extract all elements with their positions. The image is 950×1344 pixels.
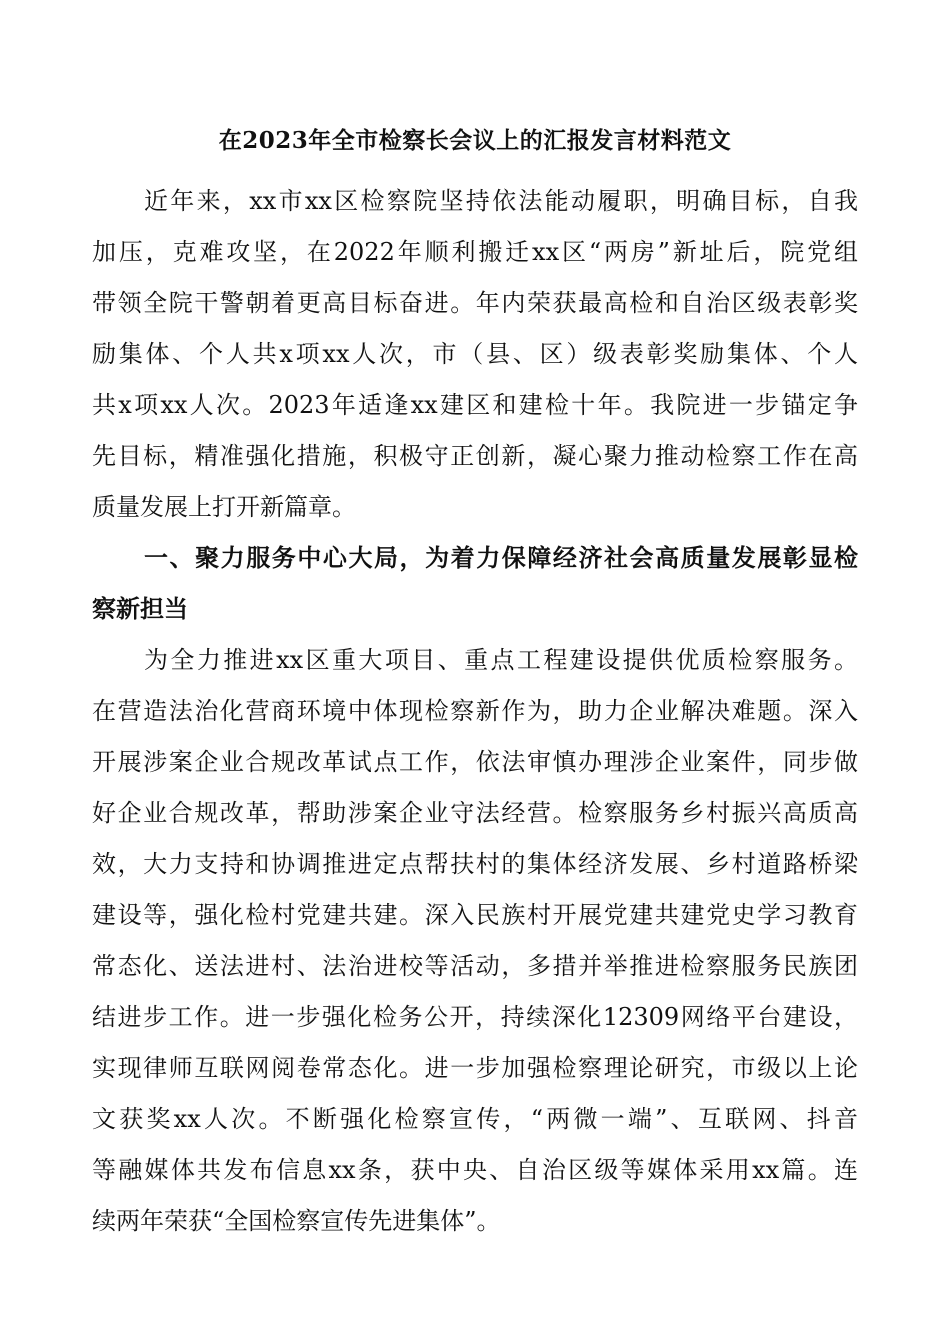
- paragraph-line: 效，大力支持和协调推进定点帮扶村的集体经济发展、乡村道路桥梁: [92, 850, 858, 878]
- paragraph-line: 等融媒体共发布信息xx条，获中央、自治区级等媒体采用xx篇。连: [92, 1156, 858, 1184]
- paragraph-line: 续两年荣获“全国检察宣传先进集体”。: [92, 1207, 501, 1235]
- section-heading-line: 察新担当: [92, 594, 188, 623]
- paragraph-line: 带领全院干警朝着更高目标奋进。年内荣获最高检和自治区级表彰奖: [92, 289, 858, 317]
- paragraph-line: 好企业合规改革，帮助涉案企业守法经营。检察服务乡村振兴高质高: [92, 799, 858, 827]
- paragraph-line: 加压，克难攻坚，在2022年顺利搬迁xx区“两房”新址后，院党组: [92, 238, 858, 266]
- paragraph-line: 在营造法治化营商环境中体现检察新作为，助力企业解决难题。深入: [92, 697, 858, 725]
- document-title: 在2023年全市检察长会议上的汇报发言材料范文: [218, 127, 732, 154]
- paragraph-line: 为全力推进xx区重大项目、重点工程建设提供优质检察服务。: [144, 646, 858, 674]
- paragraph-line: 开展涉案企业合规改革试点工作，依法审慎办理涉企业案件，同步做: [92, 748, 858, 776]
- paragraph-line: 质量发展上打开新篇章。: [92, 493, 356, 521]
- paragraph-line: 常态化、送法进村、法治进校等活动，多措并举推进检察服务民族团: [92, 952, 858, 980]
- paragraph-line: 励集体、个人共x项xx人次，市（县、区）级表彰奖励集体、个人: [92, 340, 858, 368]
- section-heading-line: 一、聚力服务中心大局，为着力保障经济社会高质量发展彰显检: [144, 543, 858, 572]
- paragraph-line: 实现律师互联网阅卷常态化。进一步加强检察理论研究，市级以上论: [92, 1054, 858, 1082]
- paragraph-line: 先目标，精准强化措施，积极守正创新，凝心聚力推动检察工作在高: [92, 442, 858, 470]
- paragraph-line: 共x项xx人次。2023年适逢xx建区和建检十年。我院进一步锚定争: [92, 391, 858, 419]
- paragraph-line: 建设等，强化检村党建共建。深入民族村开展党建共建党史学习教育: [92, 901, 858, 929]
- paragraph-line: 近年来，xx市xx区检察院坚持依法能动履职，明确目标，自我: [144, 187, 858, 215]
- paragraph-line: 结进步工作。进一步强化检务公开，持续深化12309网络平台建设，: [92, 1003, 858, 1031]
- paragraph-line: 文获奖xx人次。不断强化检察宣传，“两微一端”、互联网、抖音: [92, 1105, 858, 1133]
